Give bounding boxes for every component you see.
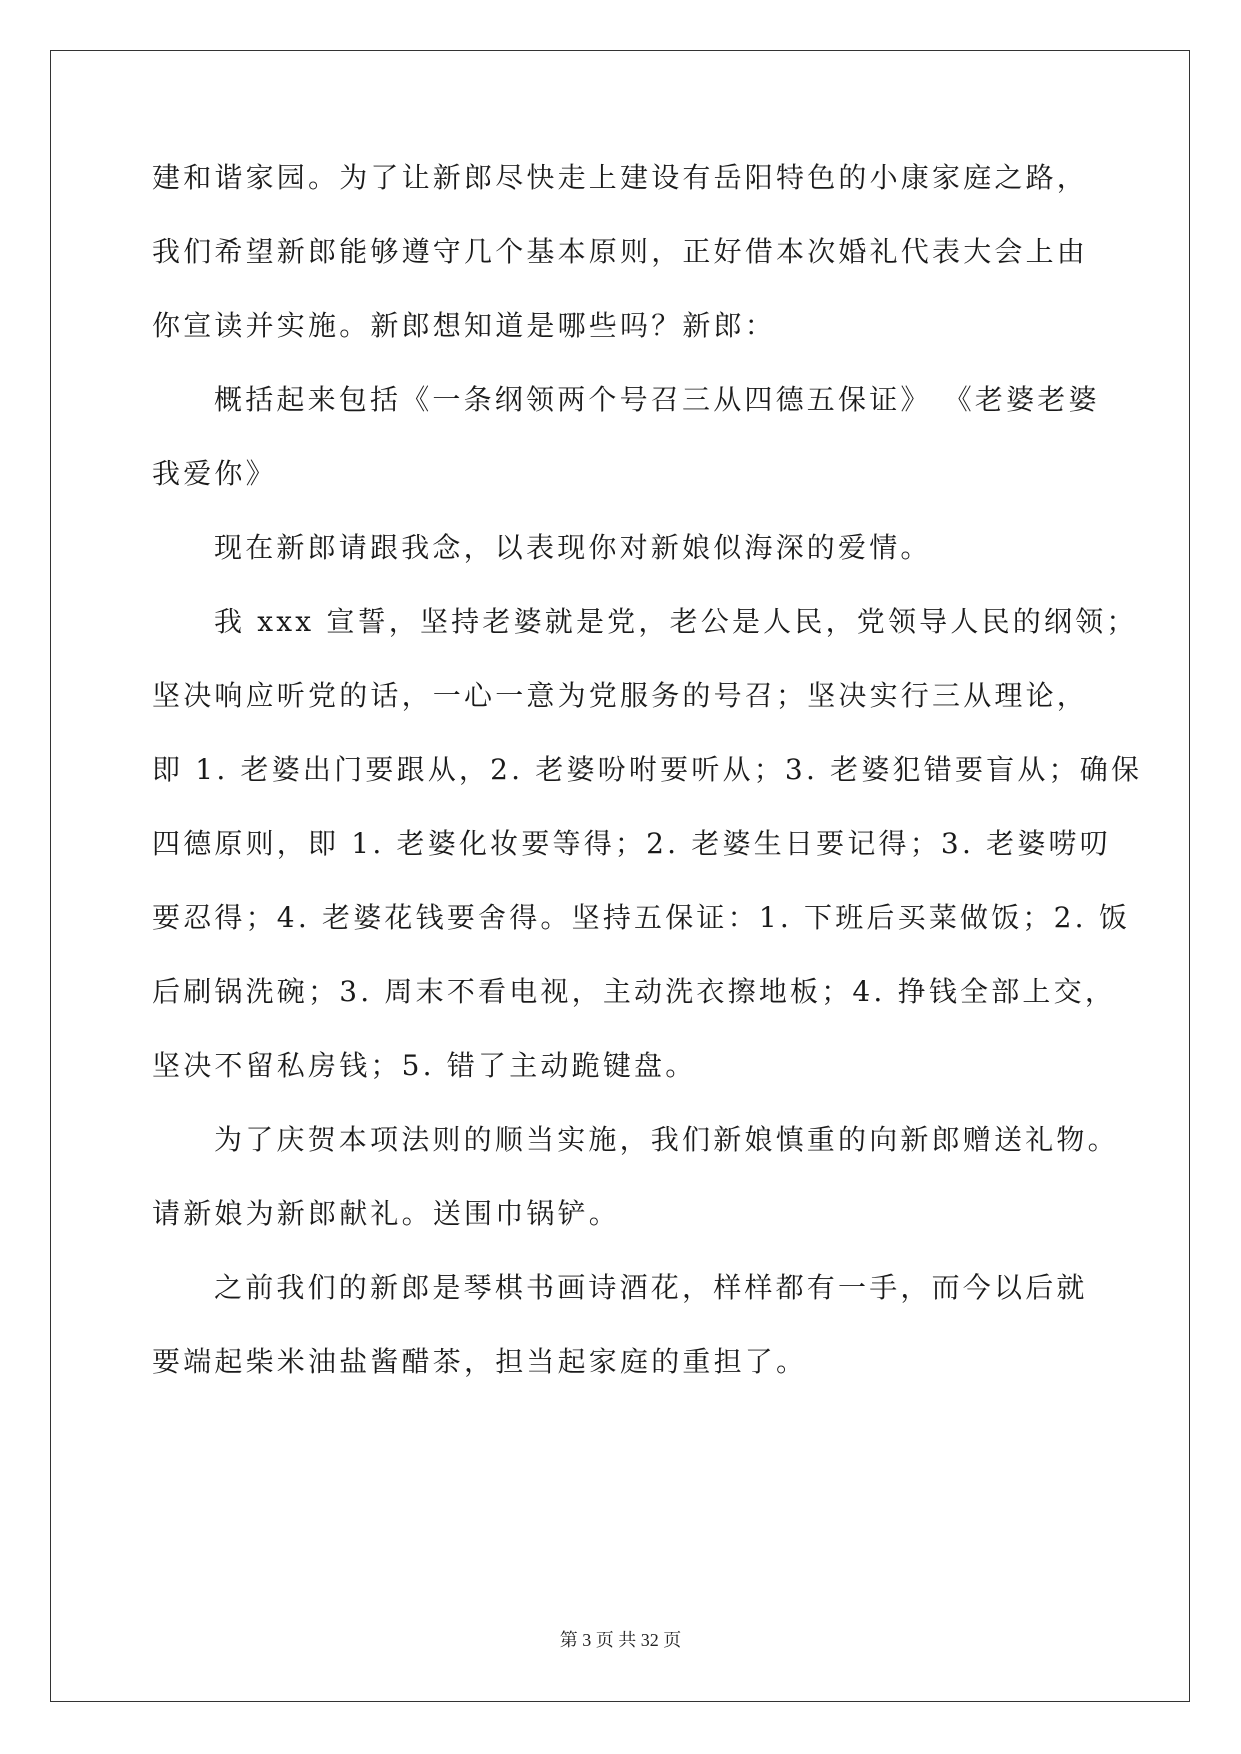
text-line: 我爱你》 (152, 457, 277, 490)
text-line: 要忍得；4. 老婆花钱要舍得。坚持五保证：1. 下班后买菜做饭；2. 饭 (152, 901, 1131, 934)
text-line: 四德原则，即 1. 老婆化妆要等得；2. 老婆生日要记得；3. 老婆唠叨 (152, 827, 1111, 860)
text-line: 请新娘为新郎献礼。送围巾锅铲。 (152, 1197, 621, 1230)
paragraph-start-line: 现在新郎请跟我念，以表现你对新娘似海深的爱情。 (214, 531, 932, 564)
text-line: 后刷锅洗碗；3. 周末不看电视，主动洗衣擦地板；4. 挣钱全部上交， (152, 975, 1117, 1008)
page-border (50, 50, 1190, 1702)
paragraph-start-line: 我 xxx 宣誓，坚持老婆就是党，老公是人民，党领导人民的纲领； (214, 605, 1138, 638)
paragraph-start-line: 之前我们的新郎是琴棋书画诗酒花，样样都有一手，而今以后就 (214, 1271, 1088, 1304)
text-line: 即 1. 老婆出门要跟从，2. 老婆吩咐要听从；3. 老婆犯错要盲从；确保 (152, 753, 1143, 786)
page-number-footer: 第 3 页 共 32 页 (559, 1630, 682, 1650)
paragraph-start-line: 概括起来包括《一条纲领两个号召三从四德五保证》 《老婆老婆 (214, 383, 1100, 416)
text-line: 你宣读并实施。新郎想知道是哪些吗？新郎： (152, 309, 777, 342)
text-line: 我们希望新郎能够遵守几个基本原则，正好借本次婚礼代表大会上由 (152, 235, 1089, 268)
paragraph-start-line: 为了庆贺本项法则的顺当实施，我们新娘慎重的向新郎赠送礼物。 (214, 1123, 1119, 1156)
text-line: 坚决不留私房钱；5. 错了主动跪键盘。 (152, 1049, 697, 1082)
text-line: 建和谐家园。为了让新郎尽快走上建设有岳阳特色的小康家庭之路， (152, 161, 1089, 194)
text-line: 坚决响应听党的话，一心一意为党服务的号召；坚决实行三从理论， (152, 679, 1089, 712)
text-line: 要端起柴米油盐酱醋茶，担当起家庭的重担了。 (152, 1345, 808, 1378)
